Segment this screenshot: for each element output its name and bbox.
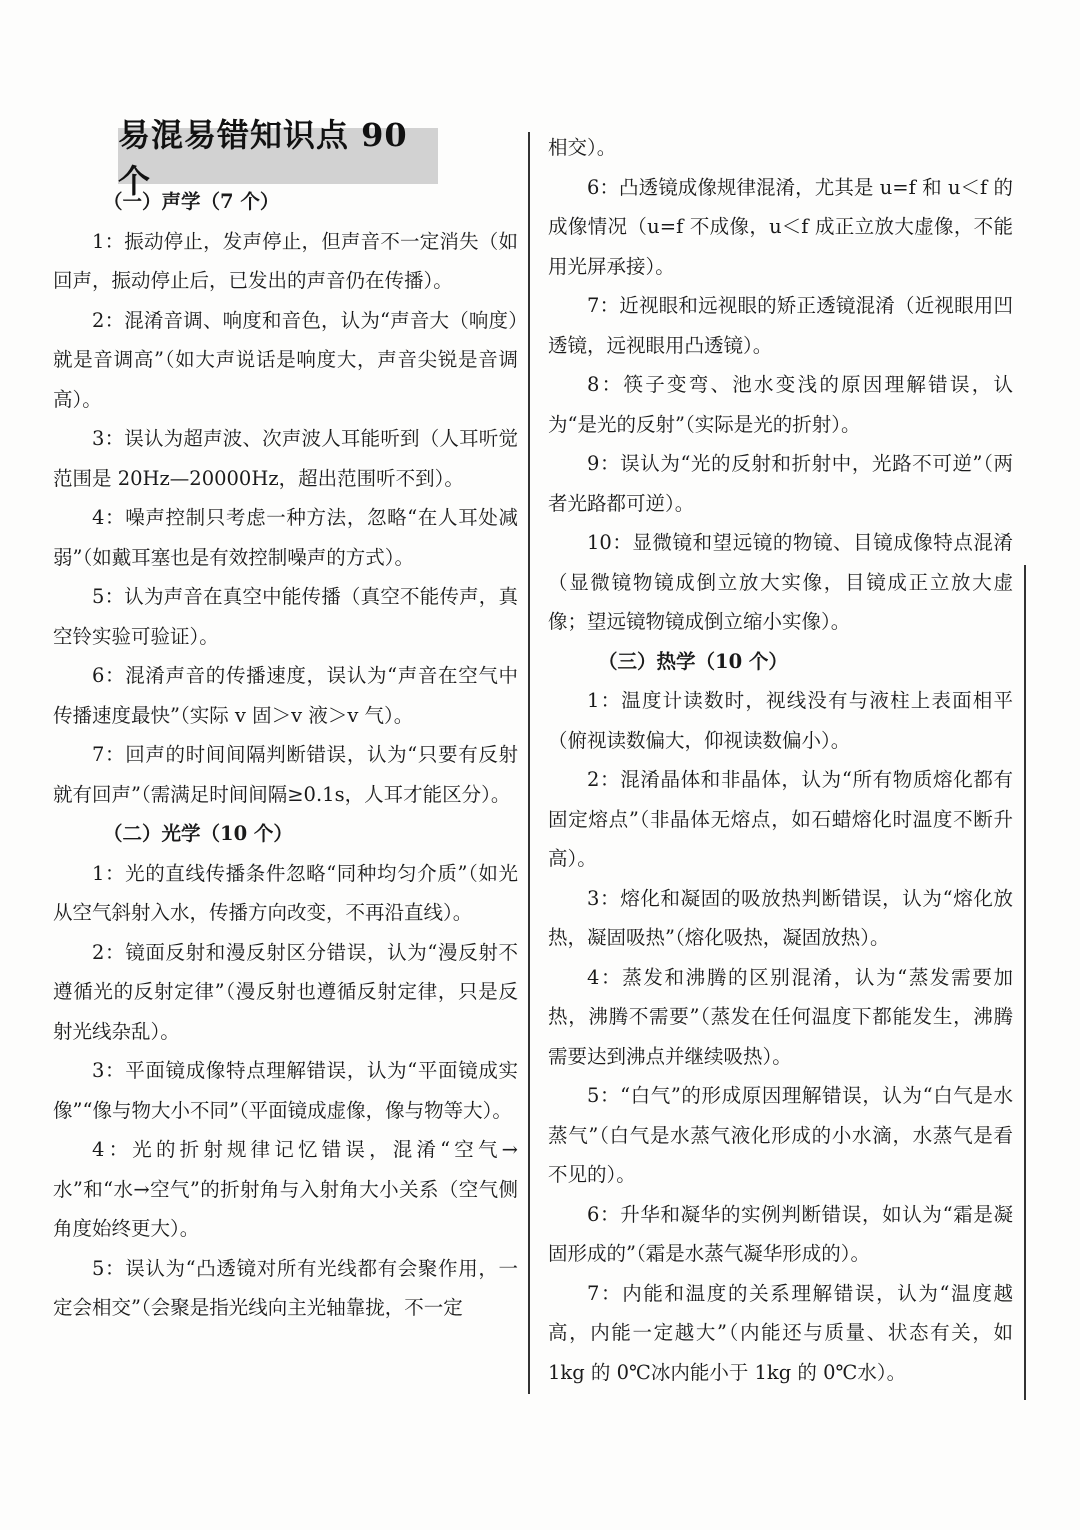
optics-item-10: 10：显微镜和望远镜的物镜、目镜成像特点混淆（显微镜物镜成倒立放大实像，目镜成正立放大虚像；望远镜物镜成倒立缩小实像）。 xyxy=(548,531,1013,633)
acoustics-item-3: 3：误认为超声波、次声波人耳能听到（人耳听觉范围是 20Hz—20000Hz，超出范围听不到）。 xyxy=(53,427,518,490)
optics-item-5-continuation: 相交）。 xyxy=(548,136,617,159)
left-column xyxy=(53,182,518,1328)
right-column xyxy=(548,128,1013,1392)
optics-item-3: 3：平面镜成像特点理解错误，认为“平面镜成实像”“像与物大小不同”（平面镜成虚像，像与物等大）。 xyxy=(53,1059,518,1122)
thermal-item-3: 3：熔化和凝固的吸放热判断错误，认为“熔化放热，凝固吸热”（熔化吸热，凝固放热）。 xyxy=(548,886,1013,949)
optics-item-8: 8：筷子变弯、池水变浅的原因理解错误，认为“是光的反射”（实际是光的折射）。 xyxy=(548,373,1013,436)
optics-item-2: 2：镜面反射和漫反射区分错误，认为“漫反射不遵循光的反射定律”（漫反射也遵循反射定律，只是反射光线杂乱）。 xyxy=(53,940,518,1043)
optics-item-4: 4：光的折射规律记忆错误，混淆“空气→水”和“水→空气”的折射角与入射角大小关系（空气侧角度始终更大）。 xyxy=(53,1138,518,1240)
thermal-item-4: 4：蒸发和沸腾的区别混淆，认为“蒸发需要加热，沸腾不需要”（蒸发在任何温度下都能发生，沸腾需要达到沸点并继续吸热）。 xyxy=(548,965,1013,1068)
thermal-item-2: 2：混淆晶体和非晶体，认为“所有物质熔化都有固定熔点”（非晶体无熔点，如石蜡熔化时温度不断升高）。 xyxy=(548,768,1013,870)
column-divider xyxy=(528,132,530,1394)
right-margin-line xyxy=(1024,565,1026,1400)
acoustics-item-7: 7：回声的时间间隔判断错误，认为“只要有反射就有回声”（需满足时间间隔≥0.1s，人耳才能区分）。 xyxy=(53,743,518,806)
acoustics-item-1: 1：振动停止，发声停止，但声音不一定消失（如回声，振动停止后，已发出的声音仍在传播）。 xyxy=(53,229,518,292)
thermal-item-5: 5：“白气”的形成原因理解错误，认为“白气是水蒸气”（白气是水蒸气液化形成的小水滴，水蒸气是看不见的）。 xyxy=(548,1084,1013,1186)
acoustics-item-2: 2：混淆音调、响度和音色，认为“声音大（响度）就是音调高”（如大声说话是响度大，声音尖锐是音调高）。 xyxy=(53,308,518,411)
acoustics-item-5: 5：认为声音在真空中能传播（真空不能传声，真空铃实验可验证）。 xyxy=(53,585,518,648)
document-title: 易混易错知识点 90 个 xyxy=(118,128,438,184)
optics-item-7: 7：近视眼和远视眼的矫正透镜混淆（近视眼用凹透镜，远视眼用凸透镜）。 xyxy=(548,294,1013,357)
thermal-item-1: 1：温度计读数时，视线没有与液柱上表面相平（俯视读数偏大，仰视读数偏小）。 xyxy=(548,689,1013,752)
optics-item-1: 1：光的直线传播条件忽略“同种均匀介质”（如光从空气斜射入水，传播方向改变，不再沿直线）。 xyxy=(53,861,518,924)
section-heading-thermal: （三）热学（10 个） xyxy=(598,649,788,673)
section-heading-acoustics: （一）声学（7 个） xyxy=(103,190,280,213)
acoustics-item-6: 6：混淆声音的传播速度，误认为“声音在空气中传播速度最快”（实际 v 固＞v 液＞v 气）。 xyxy=(53,664,518,727)
acoustics-item-4: 4：噪声控制只考虑一种方法，忽略“在人耳处减弱”（如戴耳塞也是有效控制噪声的方式）。 xyxy=(53,506,518,569)
section-heading-optics: （二）光学（10 个） xyxy=(103,822,293,845)
optics-item-5: 5：误认为“凸透镜对所有光线都有会聚作用，一定会相交”（会聚是指光线向主光轴靠拢，不一定 xyxy=(53,1256,518,1319)
thermal-item-7: 7：内能和温度的关系理解错误，认为“温度越高，内能一定越大”（内能还与质量、状态有关，如 1kg 的 0℃冰内能小于 1kg 的 0℃水）。 xyxy=(548,1281,1013,1384)
optics-item-9: 9：误认为“光的反射和折射中，光路不可逆”（两者光路都可逆）。 xyxy=(548,452,1013,515)
thermal-item-6: 6：升华和凝华的实例判断错误，如认为“霜是凝固形成的”（霜是水蒸气凝华形成的）。 xyxy=(548,1202,1013,1265)
optics-item-6: 6：凸透镜成像规律混淆，尤其是 u=f 和 u＜f 的成像情况（u=f 不成像，u＜f 成正立放大虚像，不能用光屏承接）。 xyxy=(548,175,1013,278)
